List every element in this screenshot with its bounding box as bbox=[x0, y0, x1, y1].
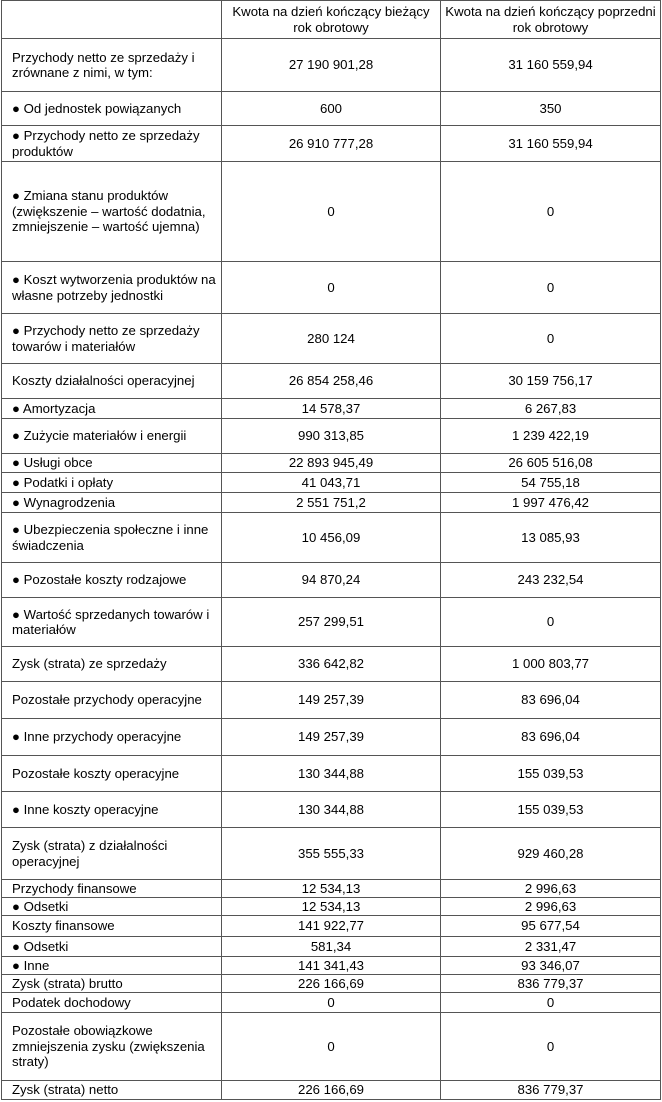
header-current-year: Kwota na dzień kończący bieżący rok obrotowy bbox=[222, 1, 441, 39]
financial-statement-table bbox=[1, 0, 661, 1100]
table-row bbox=[2, 647, 661, 682]
row-label: ● Usługi obce bbox=[2, 454, 222, 473]
row-current-value: 26 910 777,28 bbox=[222, 126, 441, 162]
row-previous-value: 155 039,53 bbox=[441, 792, 661, 828]
row-current-value: 600 bbox=[222, 92, 441, 126]
table-row bbox=[2, 473, 661, 493]
row-label: Pozostałe przychody operacyjne bbox=[2, 682, 222, 719]
row-previous-value: 243 232,54 bbox=[441, 563, 661, 598]
row-label: ● Ubezpieczenia społeczne i inne świadczenia bbox=[2, 513, 222, 563]
row-previous-value: 1 000 803,77 bbox=[441, 647, 661, 682]
row-previous-value: 350 bbox=[441, 92, 661, 126]
row-current-value: 0 bbox=[222, 1013, 441, 1081]
table-row bbox=[2, 916, 661, 937]
table-row bbox=[2, 993, 661, 1013]
row-current-value: 0 bbox=[222, 262, 441, 314]
row-current-value: 12 534,13 bbox=[222, 898, 441, 916]
row-label: ● Przychody netto ze sprzedaży towarów i materiałów bbox=[2, 314, 222, 364]
row-current-value: 27 190 901,28 bbox=[222, 39, 441, 92]
row-label: Zysk (strata) brutto bbox=[2, 975, 222, 993]
row-previous-value: 929 460,28 bbox=[441, 828, 661, 880]
row-current-value: 2 551 751,2 bbox=[222, 493, 441, 513]
row-label: ● Odsetki bbox=[2, 898, 222, 916]
row-previous-value: 30 159 756,17 bbox=[441, 364, 661, 399]
table-row bbox=[2, 126, 661, 162]
table-row bbox=[2, 682, 661, 719]
row-current-value: 10 456,09 bbox=[222, 513, 441, 563]
row-label: ● Koszt wytworzenia produktów na własne potrzeby jednostki bbox=[2, 262, 222, 314]
row-current-value: 355 555,33 bbox=[222, 828, 441, 880]
table-row bbox=[2, 1081, 661, 1100]
row-current-value: 990 313,85 bbox=[222, 419, 441, 454]
table-row bbox=[2, 419, 661, 454]
row-previous-value: 54 755,18 bbox=[441, 473, 661, 493]
table-row bbox=[2, 162, 661, 262]
table-row bbox=[2, 493, 661, 513]
row-previous-value: 31 160 559,94 bbox=[441, 126, 661, 162]
row-current-value: 141 922,77 bbox=[222, 916, 441, 937]
row-previous-value: 83 696,04 bbox=[441, 719, 661, 756]
table-body bbox=[2, 39, 661, 1100]
table-row bbox=[2, 792, 661, 828]
row-current-value: 226 166,69 bbox=[222, 1081, 441, 1100]
row-current-value: 22 893 945,49 bbox=[222, 454, 441, 473]
table-row bbox=[2, 1013, 661, 1081]
row-previous-value: 2 331,47 bbox=[441, 937, 661, 957]
row-previous-value: 2 996,63 bbox=[441, 898, 661, 916]
table-row bbox=[2, 975, 661, 993]
row-previous-value: 95 677,54 bbox=[441, 916, 661, 937]
row-previous-value: 93 346,07 bbox=[441, 957, 661, 975]
row-label: ● Amortyzacja bbox=[2, 399, 222, 419]
row-current-value: 14 578,37 bbox=[222, 399, 441, 419]
table-row bbox=[2, 364, 661, 399]
table-row bbox=[2, 828, 661, 880]
row-label: ● Inne przychody operacyjne bbox=[2, 719, 222, 756]
row-label: Koszty działalności operacyjnej bbox=[2, 364, 222, 399]
table-row bbox=[2, 454, 661, 473]
row-current-value: 130 344,88 bbox=[222, 756, 441, 792]
row-previous-value: 13 085,93 bbox=[441, 513, 661, 563]
row-previous-value: 6 267,83 bbox=[441, 399, 661, 419]
row-current-value: 280 124 bbox=[222, 314, 441, 364]
row-previous-value: 0 bbox=[441, 262, 661, 314]
header-row bbox=[2, 1, 661, 39]
table-row bbox=[2, 719, 661, 756]
row-current-value: 141 341,43 bbox=[222, 957, 441, 975]
row-current-value: 130 344,88 bbox=[222, 792, 441, 828]
row-previous-value: 0 bbox=[441, 993, 661, 1013]
row-previous-value: 0 bbox=[441, 314, 661, 364]
row-label: ● Wynagrodzenia bbox=[2, 493, 222, 513]
row-label: ● Od jednostek powiązanych bbox=[2, 92, 222, 126]
row-label: ● Wartość sprzedanych towarów i materiałów bbox=[2, 598, 222, 647]
row-current-value: 581,34 bbox=[222, 937, 441, 957]
row-previous-value: 1 997 476,42 bbox=[441, 493, 661, 513]
row-previous-value: 26 605 516,08 bbox=[441, 454, 661, 473]
table-row bbox=[2, 880, 661, 898]
row-current-value: 0 bbox=[222, 162, 441, 262]
row-label: Podatek dochodowy bbox=[2, 993, 222, 1013]
row-label: Zysk (strata) netto bbox=[2, 1081, 222, 1100]
header-label-cell bbox=[2, 1, 222, 39]
table-row bbox=[2, 262, 661, 314]
row-label: Pozostałe koszty operacyjne bbox=[2, 756, 222, 792]
row-previous-value: 1 239 422,19 bbox=[441, 419, 661, 454]
row-label: ● Pozostałe koszty rodzajowe bbox=[2, 563, 222, 598]
row-previous-value: 2 996,63 bbox=[441, 880, 661, 898]
row-current-value: 257 299,51 bbox=[222, 598, 441, 647]
row-label: ● Inne bbox=[2, 957, 222, 975]
row-previous-value: 0 bbox=[441, 1013, 661, 1081]
row-label: Przychody finansowe bbox=[2, 880, 222, 898]
row-label: ● Podatki i opłaty bbox=[2, 473, 222, 493]
header-previous-year: Kwota na dzień kończący poprzedni rok obrotowy bbox=[441, 1, 661, 39]
table-row bbox=[2, 598, 661, 647]
table-row bbox=[2, 957, 661, 975]
row-label: ● Zmiana stanu produktów (zwiększenie – wartość dodatnia, zmniejszenie – wartość ujemna) bbox=[2, 162, 222, 262]
row-label: ● Zużycie materiałów i energii bbox=[2, 419, 222, 454]
row-current-value: 226 166,69 bbox=[222, 975, 441, 993]
row-label: Zysk (strata) z działalności operacyjnej bbox=[2, 828, 222, 880]
row-current-value: 0 bbox=[222, 993, 441, 1013]
row-previous-value: 836 779,37 bbox=[441, 1081, 661, 1100]
table-row bbox=[2, 898, 661, 916]
row-previous-value: 836 779,37 bbox=[441, 975, 661, 993]
row-previous-value: 155 039,53 bbox=[441, 756, 661, 792]
table-row bbox=[2, 314, 661, 364]
row-current-value: 41 043,71 bbox=[222, 473, 441, 493]
row-previous-value: 0 bbox=[441, 162, 661, 262]
row-current-value: 94 870,24 bbox=[222, 563, 441, 598]
table-row bbox=[2, 937, 661, 957]
table-row bbox=[2, 39, 661, 92]
row-label: ● Inne koszty operacyjne bbox=[2, 792, 222, 828]
table-row bbox=[2, 756, 661, 792]
table-row bbox=[2, 563, 661, 598]
row-previous-value: 31 160 559,94 bbox=[441, 39, 661, 92]
row-current-value: 336 642,82 bbox=[222, 647, 441, 682]
row-current-value: 149 257,39 bbox=[222, 682, 441, 719]
row-current-value: 26 854 258,46 bbox=[222, 364, 441, 399]
row-previous-value: 83 696,04 bbox=[441, 682, 661, 719]
row-previous-value: 0 bbox=[441, 598, 661, 647]
row-label: Przychody netto ze sprzedaży i zrównane z nimi, w tym: bbox=[2, 39, 222, 92]
row-label: Pozostałe obowiązkowe zmniejszenia zysku (zwiększenia straty) bbox=[2, 1013, 222, 1081]
row-current-value: 149 257,39 bbox=[222, 719, 441, 756]
table-row bbox=[2, 513, 661, 563]
row-current-value: 12 534,13 bbox=[222, 880, 441, 898]
row-label: ● Przychody netto ze sprzedaży produktów bbox=[2, 126, 222, 162]
table-row bbox=[2, 399, 661, 419]
row-label: Zysk (strata) ze sprzedaży bbox=[2, 647, 222, 682]
table-row bbox=[2, 92, 661, 126]
row-label: ● Odsetki bbox=[2, 937, 222, 957]
row-label: Koszty finansowe bbox=[2, 916, 222, 937]
